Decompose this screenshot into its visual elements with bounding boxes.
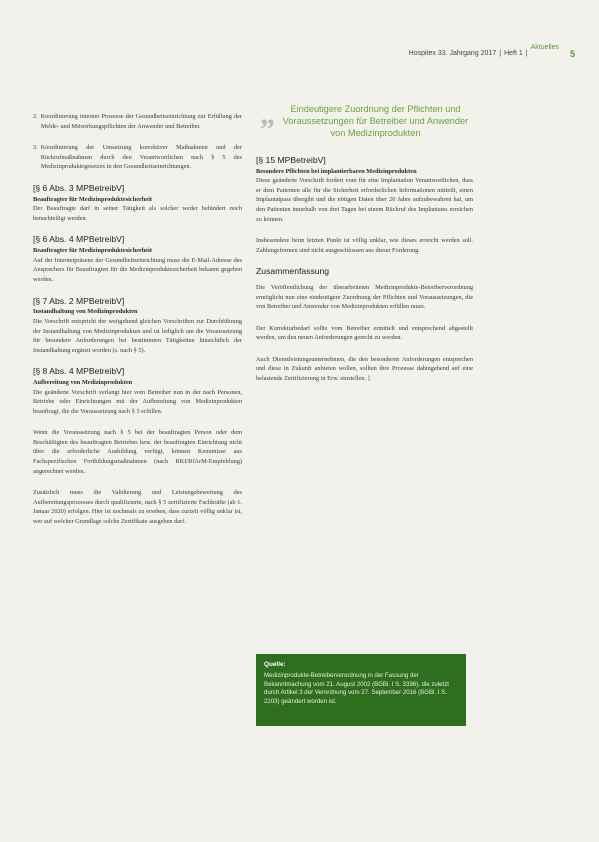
body-paragraph: Insbesondere beim letzten Punkt ist völlig unklar, wie dieses erreicht werden soll. Zahlungsformen sind nicht ausgeschlossen aus dieser Forderung. xyxy=(256,237,473,254)
section-body: Auf der Internetpräsenz der Gesundheitseinrichtung muss die E-Mail-Adresse des Ansprechers für Beauftragten für die Medizinproduktesicherheit bekannt gegeben werden. xyxy=(33,256,242,283)
section-title: [§ 8 Abs. 4 MPBetreibV] xyxy=(33,366,125,377)
section-body: Die Vorschrift entspricht der weitgehend gleichen Vorschriften zur Durchführung der Instandhaltung von Medizinprodukten und ist lediglich um die Voraussetzung für besondere Anforderungen bei bestimmten Tätigkeiten hinsichtlich der Instandhaltung ergänzt worden (s. nach § 5). xyxy=(33,317,242,354)
list-text: Koordinierung der Umsetzung korrektiver Maßnahmen und der Rückrufmaßnahmen durch den Verantwortlichen nach § 5 des Medizinproduktegesetzes in den Gesundheitseinrichtungen. xyxy=(40,144,242,171)
section-label: Aktuelles xyxy=(530,44,559,51)
summary-paragraph: Die Veröffentlichung der überarbeiteten Medizinprodukte-Betreiberverordnung ermöglicht nun eine eindeutigere Zuordnung der Pflichten und Voraussetzungen, die von Betreiber und Anwender von Medizinprodukten erfüllen muss. xyxy=(256,284,473,311)
right-column xyxy=(256,98,473,396)
section-subtitle: Instandhaltung von Medizinprodukten xyxy=(33,308,138,316)
body-paragraph: Wenn die Voraussetzung nach § 5 bei der beauftragten Person oder dem Beschäftigten des beauftragten Betriebes bzw. der beauftragten Einrichtung nicht über die erforderliche Ausbildung verfügt, können Kenntnisse aus Fachspezifischen Fortbildungsmaßnahmen (nach RKI/BfArM-Empfehlung) angerechnet werden. xyxy=(33,429,242,475)
header-separator: | xyxy=(525,50,528,57)
law-section xyxy=(33,297,242,356)
left-column xyxy=(33,112,242,538)
issue-label: Heft 1 xyxy=(504,50,523,57)
law-section xyxy=(33,367,242,416)
journal-name: Hospitex 33. Jahrgang 2017 xyxy=(408,50,497,57)
section-title: [§ 6 Abs. 4 MPBetreibV] xyxy=(33,234,125,245)
list-text: Koordinierung interner Prozesse der Gesundheitseinrichtung zur Erfüllung der Melde- und Mitwirkungspflichten der Anwender und Betreiber. xyxy=(40,113,242,130)
section-body: Der Beauftragte darf in seiner Tätigkeit als solcher weder behindert noch benachteiligt werden. xyxy=(33,205,242,222)
section-title: [§ 7 Abs. 2 MPBetreibV] xyxy=(33,295,125,306)
law-section xyxy=(256,156,473,224)
section-subtitle: Beauftragter für Medizinproduktesicherheit xyxy=(33,247,152,255)
section-title: [§ 15 MPBetreibV] xyxy=(256,154,326,165)
section-subtitle: Beauftragter für Medizinproduktesicherheit xyxy=(33,195,152,203)
page-number: 5 xyxy=(569,48,575,59)
summary-heading: Zusammenfassung xyxy=(256,266,330,277)
summary-paragraph: Der Korrekturbedarf sollte vom Betreiber ermittelt und entsprechend abgestellt werden, um den neuen Anforderungen gerecht zu werden. xyxy=(256,324,473,342)
law-section xyxy=(33,184,242,224)
quote-mark-icon: „ xyxy=(260,98,275,131)
section-subtitle: Besondere Pflichten bei implantierbaren Medizinprodukten xyxy=(256,167,417,175)
list-item xyxy=(33,112,242,131)
summary-paragraph: Auch Dienstleistungsunternehmen, die den besonderen Anforderungen entsprechen und diese in Zukunft anbieten wollen, sollten ihre Prozesse dahingehend auf eine belastende Zertifizierung in Erw. einstellen. ] xyxy=(256,355,473,383)
list-item xyxy=(33,143,242,172)
source-box xyxy=(256,654,466,726)
source-text: Medizinprodukte-Betreiberverordnung in der Fassung der Bekanntmachung vom 21. August 2002 (BGBl. I S. 3396), die zuletzt durch Artikel 3 der Verordnung vom 27. September 2016 (BGBl. I S. 2203) geändert worden ist. xyxy=(264,672,449,706)
pull-quote-text: Eindeutigere Zuordnung der Pflichten und Voraussetzungen für Betreiber und Anwender von Medizinprodukten xyxy=(282,104,469,138)
list-number: 3. xyxy=(33,144,38,152)
body-paragraph: Zusätzlich muss die Validierung und Leistungsbewertung des Aufbereitungsprozesses durch qualifizierte, nach § 5 zertifizierte Fachkräfte (ab 1. Januar 2020) erfolgen. Hier ist nochmals zu ersehen, dass zurzeit völlig unklar ist, wer auf welcher Grundlage solche Zertifikate ausgeben darf. xyxy=(33,489,242,525)
source-title: Quelle: xyxy=(264,661,286,668)
section-body: Die geänderte Vorschrift verlangt hier vom Betreiber nun in der nach Personen, Betriebe oder Einrichtungen mit der Aufbereitung von Medizinprodukten beauftragt, die die Voraussetzung nach § 5 erfüllen. xyxy=(33,388,242,415)
section-subtitle: Aufbereitung von Medizinprodukten xyxy=(33,379,133,387)
section-body: Diese geänderte Vorschrift fordert vom für eine Implantation Verantwortlichen, dass er dem Patienten alle für die Sicherheit erforderlichen Informationen mitteilt, einen Implantatpass übergibt und die nötigen Daten über 20 Jahre aufzubewahren hat, um den Patienten innerhalb von drei Tagen bei einem Rückruf des Implantates erreichen zu können. xyxy=(256,177,473,223)
list-number: 2. xyxy=(33,113,38,120)
pull-quote xyxy=(256,98,473,140)
page-header xyxy=(409,44,575,63)
law-section xyxy=(33,235,242,284)
header-separator: | xyxy=(499,50,502,57)
section-title: [§ 6 Abs. 3 MPBetreibV] xyxy=(33,182,125,193)
